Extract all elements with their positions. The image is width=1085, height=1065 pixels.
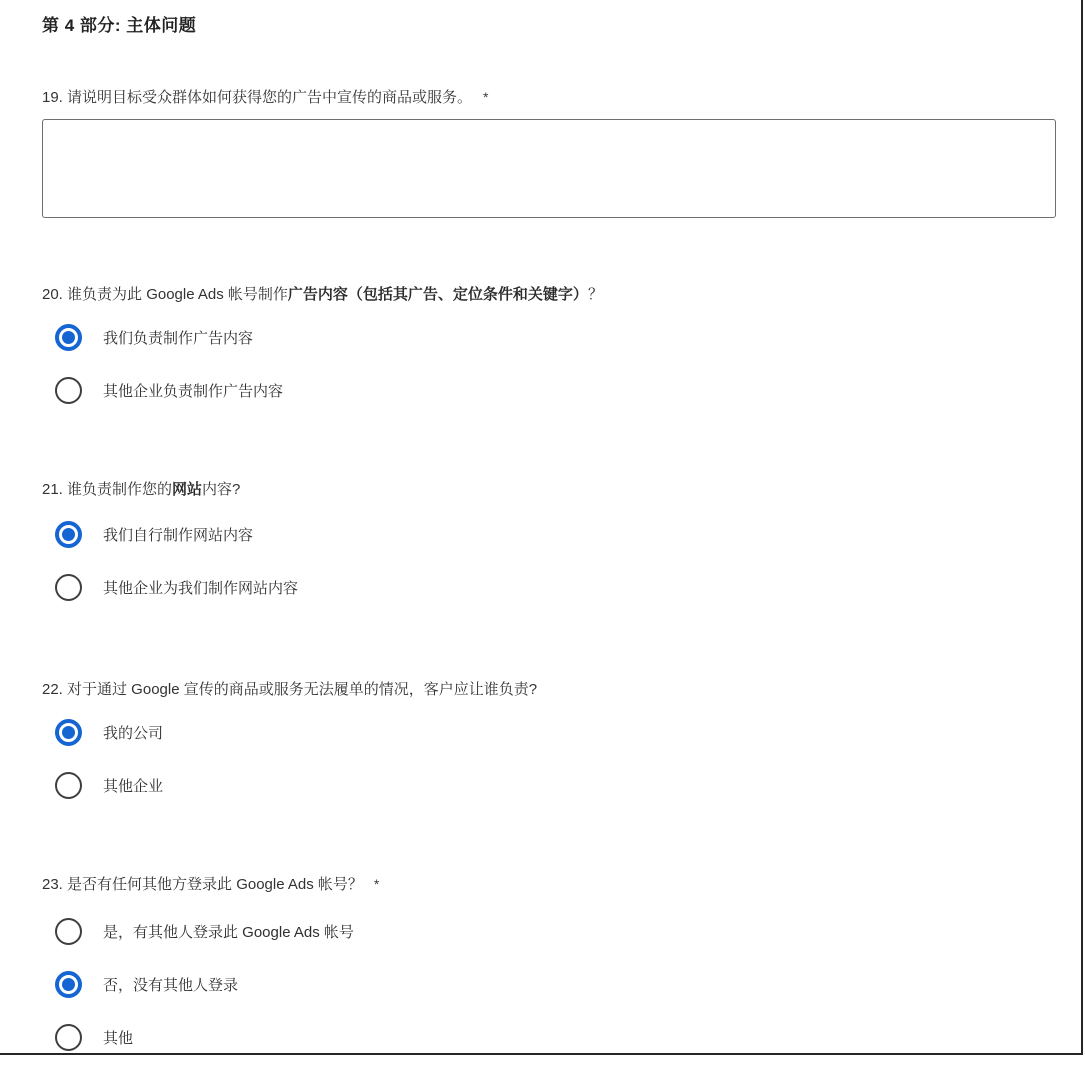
question-20-text: 20. 谁负责为此 Google Ads 帐号制作 bbox=[42, 286, 288, 303]
radio-option-label: 其他企业为我们制作网站内容 bbox=[103, 580, 299, 597]
radio-option-label: 我们负责制作广告内容 bbox=[103, 330, 254, 347]
question-22-label bbox=[42, 678, 537, 699]
question-20-label bbox=[42, 283, 603, 304]
page-right-edge bbox=[1081, 0, 1083, 1055]
radio-option-label: 其他企业负责制作广告内容 bbox=[103, 383, 284, 400]
question-23-option-3[interactable] bbox=[55, 1024, 133, 1051]
question-20-suffix-text: ？ bbox=[587, 286, 603, 303]
question-22-text: 22. 对于通过 Google 宣传的商品或服务无法履单的情况，客户应让谁负责? bbox=[42, 681, 538, 698]
question-23-option-2[interactable] bbox=[55, 971, 238, 998]
radio-unselected-icon[interactable] bbox=[55, 377, 82, 404]
question-21-option-1[interactable] bbox=[55, 521, 253, 548]
radio-unselected-icon[interactable] bbox=[55, 574, 82, 601]
question-21-bold-text: 网站 bbox=[172, 481, 203, 498]
radio-option-label: 否，没有其他人登录 bbox=[103, 977, 239, 994]
required-marker: * bbox=[483, 89, 489, 105]
page-bottom-edge bbox=[0, 1053, 1083, 1055]
question-22-option-1[interactable] bbox=[55, 719, 163, 746]
question-23-option-1[interactable] bbox=[55, 918, 354, 945]
question-19-label bbox=[42, 86, 488, 107]
radio-unselected-icon[interactable] bbox=[55, 772, 82, 799]
radio-selected-icon[interactable] bbox=[55, 521, 82, 548]
radio-selected-icon[interactable] bbox=[55, 719, 82, 746]
radio-selected-icon[interactable] bbox=[55, 971, 82, 998]
radio-option-label: 我的公司 bbox=[103, 725, 164, 742]
section-title: 第 4 部分: 主体问题 bbox=[42, 16, 197, 35]
radio-unselected-icon[interactable] bbox=[55, 918, 82, 945]
question-23-text: 23. 是否有任何其他方登录此 Google Ads 帐号？ bbox=[42, 876, 363, 893]
radio-selected-icon[interactable] bbox=[55, 324, 82, 351]
question-21-text: 21. 谁负责制作您的 bbox=[42, 481, 173, 498]
question-21-suffix-text: 内容? bbox=[202, 481, 241, 498]
question-20-option-2[interactable] bbox=[55, 377, 283, 404]
radio-option-label: 我们自行制作网站内容 bbox=[103, 527, 254, 544]
question-19-text: 19. 请说明目标受众群体如何获得您的广告中宣传的商品或服务。 bbox=[42, 89, 473, 106]
required-marker: * bbox=[373, 876, 380, 892]
question-23-label bbox=[42, 873, 379, 894]
radio-unselected-icon[interactable] bbox=[55, 1024, 82, 1051]
radio-option-label: 其他 bbox=[103, 1030, 134, 1047]
question-20-bold-text: 广告内容（包括其广告、定位条件和关键字） bbox=[287, 286, 588, 303]
question-20-option-1[interactable] bbox=[55, 324, 253, 351]
radio-option-label: 是，有其他人登录此 Google Ads 帐号 bbox=[103, 924, 354, 941]
question-21-label bbox=[42, 478, 240, 499]
question-21-option-2[interactable] bbox=[55, 574, 298, 601]
question-19-answer-textarea[interactable] bbox=[42, 119, 1056, 218]
radio-option-label: 其他企业 bbox=[103, 778, 164, 795]
question-22-option-2[interactable] bbox=[55, 772, 163, 799]
